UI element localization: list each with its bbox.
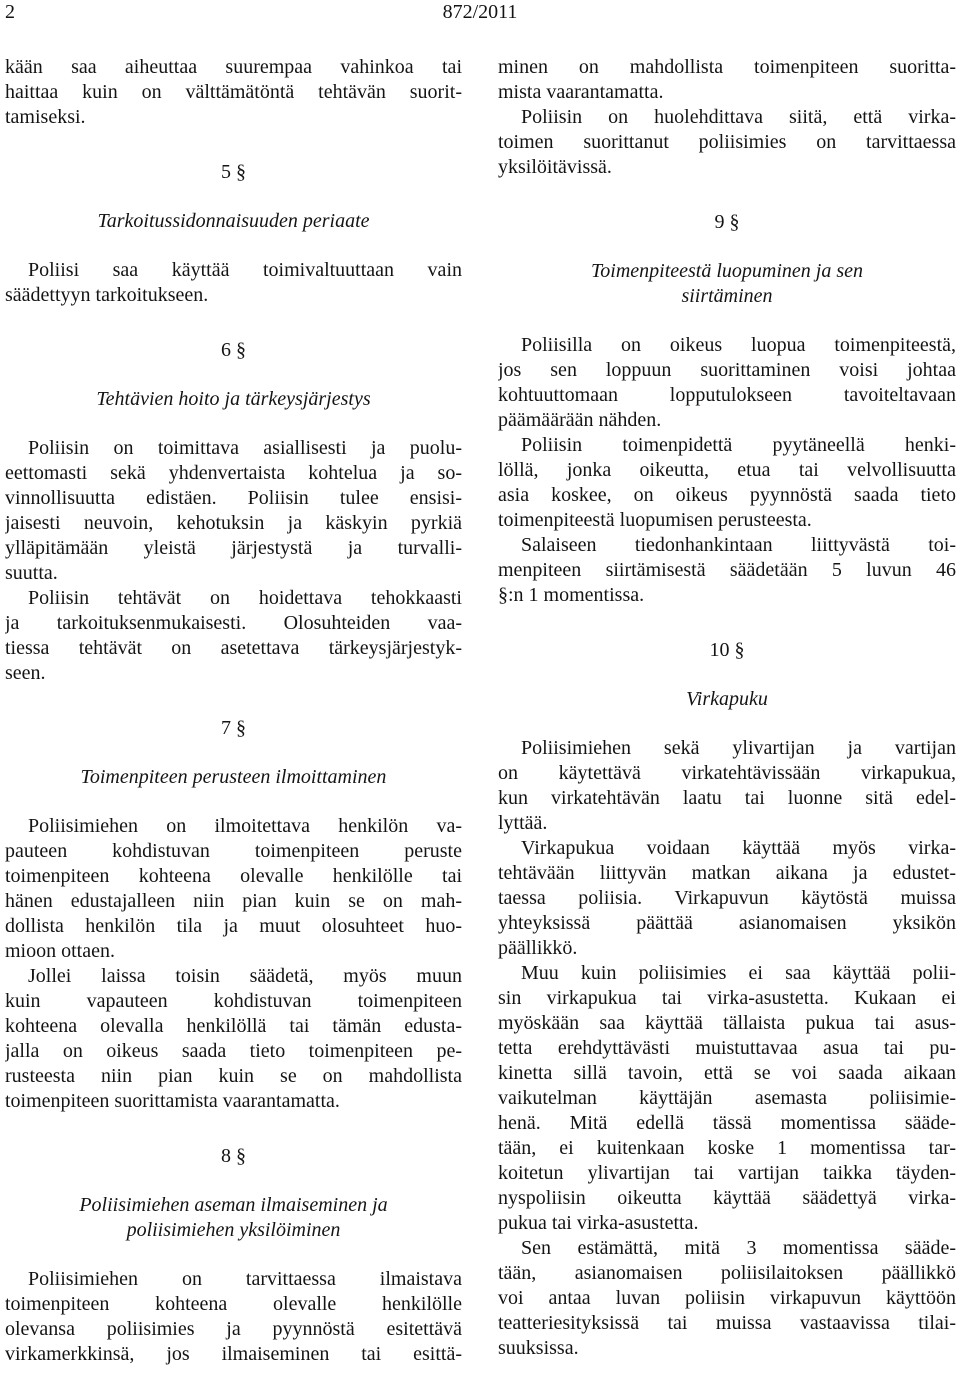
text-line: sin virkapukua tai virka-asustetta. Kukaan ei — [498, 987, 956, 1009]
text-line: Sen estämättä, mitä 3 momentissa sääde- — [521, 1237, 956, 1259]
text-line: Poliisin tehtävät on hoidettava tehokkaasti — [28, 587, 462, 609]
paragraph — [498, 333, 956, 433]
text-line: teatteriesityksissä tai muissa vastaavissa tilai- — [498, 1312, 956, 1334]
section-title-line: Toimenpiteen perusteen ilmoittaminen — [80, 766, 387, 788]
section-title-line: siirtäminen — [681, 285, 773, 307]
section-title — [498, 259, 956, 309]
paragraph — [498, 961, 956, 1236]
text-line: toimenpiteestä luopumisen perusteesta. — [498, 509, 812, 531]
section-title-line: Toimenpiteestä luopuminen ja sen — [590, 260, 864, 282]
text-line: on käytettävä virkatehtävissään virkapukua, — [498, 762, 956, 784]
text-line: Poliisimiehen on tarvittaessa ilmaistava — [28, 1268, 462, 1290]
text-line: kinetta sillä tavoin, että se voi saada aikaan — [498, 1062, 956, 1084]
document-number: 872/2011 — [442, 1, 518, 23]
page-number: 2 — [5, 1, 15, 23]
text-line: hänen edustajalleen niin pian kuin se on mah- — [5, 890, 462, 912]
text-line: ylläpitämään yleistä järjestystä ja turvalli- — [5, 537, 462, 559]
text-line: suutta. — [5, 562, 58, 584]
text-line: olevansa poliisimies ja pyynnöstä esitettävä — [5, 1318, 462, 1340]
text-line: mista vaarantamatta. — [498, 81, 664, 103]
paragraph — [498, 105, 956, 180]
text-line: löllä, jonka oikeutta, etua tai velvollisuutta — [498, 459, 956, 481]
text-line: rusteesta niin pian kuin se on mahdollista — [5, 1065, 462, 1087]
paragraph — [5, 1267, 462, 1367]
section-title — [498, 687, 956, 712]
section-title — [5, 387, 462, 412]
paragraph — [5, 586, 462, 686]
section-title-line: poliisimiehen yksilöiminen — [126, 1219, 341, 1241]
paragraph — [498, 836, 956, 961]
section-title-line: Tarkoitussidonnaisuuden periaate — [97, 210, 370, 232]
text-line: kään saa aiheuttaa suurempaa vahinkoa tai — [5, 56, 462, 78]
text-line: asia koskee, on oikeus pyynnöstä saada tieto — [498, 484, 956, 506]
text-line: tamiseksi. — [5, 106, 86, 128]
text-line: säädettyyn tarkoitukseen. — [5, 284, 209, 306]
text-line: Poliisimiehen sekä ylivartijan ja vartijan — [521, 737, 956, 759]
paragraph — [498, 1236, 956, 1361]
text-line: vaikutelman käyttäjän asemasta poliisimie- — [498, 1087, 956, 1109]
text-line: Salaiseen tiedonhankintaan liittyvästä toi- — [521, 534, 956, 556]
section-number: 10 § — [709, 639, 745, 661]
text-line: Poliisin toimenpidettä pyytäneellä henki- — [521, 434, 956, 456]
section-title — [5, 1193, 462, 1243]
text-line: kohteena olevalla henkilöllä tai tämän edusta- — [5, 1015, 462, 1037]
text-line: virkamerkkinsä, jos ilmaiseminen tai esittä- — [5, 1343, 462, 1365]
text-line: Poliisin on huolehdittava siitä, että virka- — [521, 106, 956, 128]
text-line: tään, asianomaisen poliisilaitoksen päällikkö — [498, 1262, 956, 1284]
right-column — [498, 55, 956, 1361]
text-line: ja tarkoituksenmukaisesti. Olosuhteiden vaa- — [5, 612, 462, 634]
text-line: taessa poliisia. Virkapuvun käytöstä muissa — [498, 887, 956, 909]
text-line: Poliisimiehen on ilmoitettava henkilön va- — [28, 815, 462, 837]
text-line: pukua tai virka-asustetta. — [498, 1212, 699, 1234]
text-line: vinnollisuutta edistäen. Poliisin tulee ensisi- — [5, 487, 462, 509]
text-line: Jollei laissa toisin säädetä, myös muun — [28, 965, 462, 987]
paragraph — [498, 533, 956, 608]
section-title — [5, 765, 462, 790]
text-line: pauteen kohdistuvan toimenpiteen peruste — [5, 840, 462, 862]
section-title — [5, 209, 462, 234]
paragraph — [498, 736, 956, 836]
text-line: kuin vapauteen kohdistuvan toimenpiteen — [5, 990, 462, 1012]
text-line: minen on mahdollista toimenpiteen suoritta- — [498, 56, 956, 78]
text-line: kohtuuttomaan lopputulokseen tavoiteltavaan — [498, 384, 956, 406]
text-line: henä. Mitä edellä tässä momentissa sääde- — [498, 1112, 956, 1134]
text-line: toimenpiteen suorittamista vaarantamatta. — [5, 1090, 340, 1112]
text-line: lyttää. — [498, 812, 548, 834]
paragraph — [5, 55, 462, 130]
text-line: haittaa kuin on välttämätöntä tehtävän suorit- — [5, 81, 462, 103]
text-line: Poliisilla on oikeus luopua toimenpiteestä, — [521, 334, 956, 356]
text-line: jos sen loppuun suorittaminen voisi johtaa — [498, 359, 956, 381]
text-line: mioon ottaen. — [5, 940, 115, 962]
text-line: Poliisin on toimittava asiallisesti ja puolu- — [28, 437, 462, 459]
text-line: Poliisi saa käyttää toimivaltuuttaan vain — [28, 259, 462, 281]
text-line: jalla on oikeus saada tieto toimenpiteen pe- — [5, 1040, 462, 1062]
section-title-line: Tehtävien hoito ja tärkeysjärjestys — [96, 388, 371, 410]
text-line: päämäärään nähden. — [498, 409, 662, 431]
text-line: §:n 1 momentissa. — [498, 584, 645, 606]
section-title-line: Virkapuku — [686, 688, 768, 710]
text-line: yhteyksissä päättää asianomaisen yksikön — [498, 912, 956, 934]
paragraph — [5, 436, 462, 586]
text-line: nyspoliisin oikeutta käyttää säädettyä virka- — [498, 1187, 956, 1209]
text-line: myöskään saa käyttää tällaista pukua tai asus- — [498, 1012, 956, 1034]
text-line: koitetun ylivartijan tai vartijan taikka täyden- — [498, 1162, 956, 1184]
paragraph — [498, 55, 956, 105]
section-number: 9 § — [714, 211, 740, 233]
text-line: eettomasti sekä yhdenvertaista kohtelua ja so- — [5, 462, 462, 484]
text-line: Muu kuin poliisimies ei saa käyttää polii- — [521, 962, 956, 984]
paragraph — [5, 814, 462, 964]
text-line: Virkapukua voidaan käyttää myös virka- — [521, 837, 956, 859]
paragraph — [5, 258, 462, 308]
text-line: tään, ei kuitenkaan koske 1 momentissa tar- — [498, 1137, 956, 1159]
paragraph — [498, 433, 956, 533]
section-number: 8 § — [221, 1145, 246, 1167]
text-line: toimen suorittanut poliisimies on tarvittaessa — [498, 131, 956, 153]
text-line: tetta erehdyttävästi muistuttavaa asua tai pu- — [498, 1037, 956, 1059]
text-line: suuksissa. — [498, 1337, 579, 1359]
text-line: jaisesti neuvoin, kehotuksin ja käskyin pyrkiä — [5, 512, 462, 534]
text-line: yksilöitävissä. — [498, 156, 612, 178]
section-title-line: Poliisimiehen aseman ilmaiseminen ja — [79, 1194, 388, 1216]
paragraph — [5, 964, 462, 1114]
text-line: dollista henkilön tila ja muut olosuhteet huo- — [5, 915, 462, 937]
text-line: voi antaa luvan poliisin virkapuvun käyttöön — [498, 1287, 956, 1309]
section-number: 6 § — [221, 339, 246, 361]
text-line: menpiteen siirtämisestä säädetään 5 luvun 46 — [498, 559, 956, 581]
text-line: toimenpiteen kohteena olevalle henkilölle — [5, 1293, 462, 1315]
text-line: tiessa tehtävät on asetettava tärkeysjärjestyk- — [5, 637, 462, 659]
text-line: kun virkatehtävän laatu tai luonne sitä edel- — [498, 787, 956, 809]
text-line: tehtävään liittyvän matkan aikana ja edustet- — [498, 862, 956, 884]
text-line: toimenpiteen kohteena olevalle henkilölle tai — [5, 865, 462, 887]
text-line: seen. — [5, 662, 46, 684]
section-number: 7 § — [221, 717, 246, 739]
left-column — [5, 55, 462, 1367]
section-number: 5 § — [221, 161, 246, 183]
text-line: päällikkö. — [498, 937, 578, 959]
